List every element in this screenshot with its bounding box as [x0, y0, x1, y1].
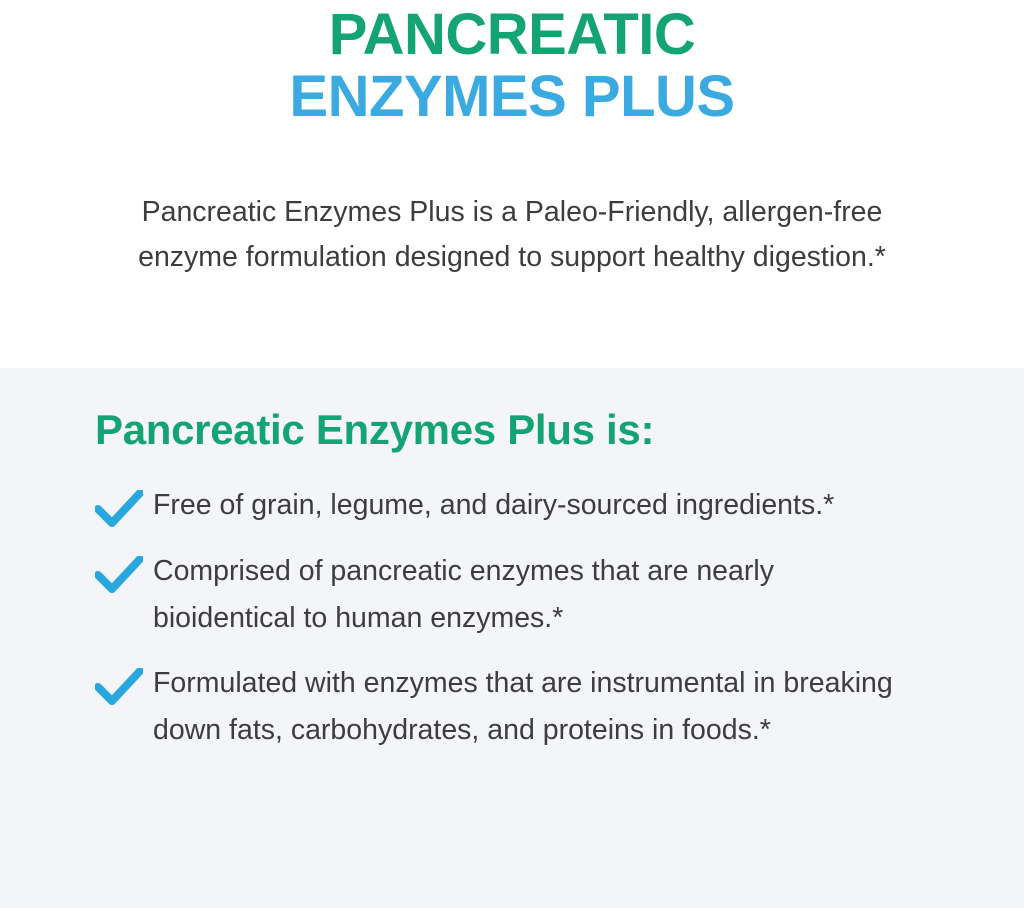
- page-title: [60, 0, 964, 128]
- page-title-line-1: PANCREATIC: [328, 2, 696, 67]
- benefits-section: [0, 368, 1024, 908]
- benefits-heading: Pancreatic Enzymes Plus is:: [95, 406, 655, 453]
- check-icon: [95, 548, 143, 596]
- hero-subtitle: Pancreatic Enzymes Plus is a Paleo-Friendly, allergen-free enzyme formulation designed to support healthy digestion.*: [138, 196, 886, 273]
- list-item: [95, 548, 964, 642]
- list-item: [95, 660, 964, 754]
- list-item-label: Formulated with enzymes that are instrumental in breaking down fats, carbohydrates, and proteins in foods.*: [153, 667, 893, 746]
- list-item-label: Free of grain, legume, and dairy-sourced ingredients.*: [153, 489, 835, 521]
- list-item: [95, 482, 964, 530]
- page-title-line-2: ENZYMES PLUS: [289, 64, 735, 129]
- list-item-label: Comprised of pancreatic enzymes that are nearly bioidentical to human enzymes.*: [153, 555, 774, 634]
- benefits-list: [95, 460, 964, 754]
- check-icon: [95, 482, 143, 530]
- check-icon: [95, 660, 143, 708]
- hero-section: [0, 0, 1024, 368]
